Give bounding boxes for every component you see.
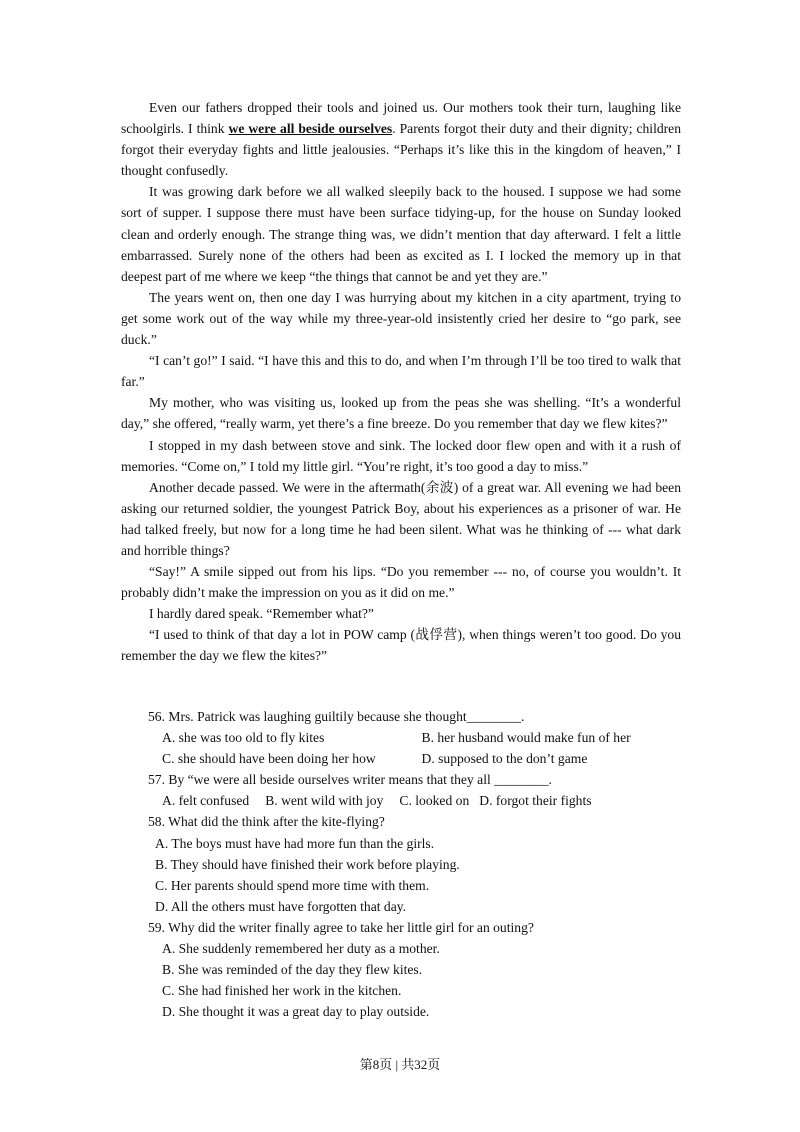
question-56-option-d: D. supposed to the don’t game bbox=[421, 751, 588, 767]
question-56-options-row-2 bbox=[121, 748, 681, 769]
question-59-option-d: D. She thought it was a great day to play outside. bbox=[162, 1004, 430, 1020]
paragraph-1-text-b: . Parents forgot their duty and their dignity; children forgot their everyday fights and little jealousies. “Perhaps it’s like this in the kingdom of heaven,” I thought confusedly. bbox=[121, 121, 682, 179]
paragraph-8: “Say!” A smile sipped out from his lips. “Do you remember --- no, of course you wouldn’t. It probably didn’t make the impression on you as it did on me.” bbox=[121, 564, 681, 601]
question-58-stem: 58. What did the think after the kite-flying? bbox=[148, 814, 385, 830]
question-56-option-a: A. she was too old to fly kites bbox=[162, 730, 325, 746]
paragraph-1 bbox=[121, 97, 681, 181]
paragraph-7: Another decade passed. We were in the aftermath(余波) of a great war. All evening we had been asking our returned soldier, the youngest Patrick Boy, about his experiences as a prisoner of war. He had talked freely, but now for a long time he had been silent. What was he thinking of --- what dark and horrible things? bbox=[121, 479, 681, 558]
question-list bbox=[121, 706, 681, 1022]
paragraph-5: My mother, who was visiting us, looked up from the peas she was shelling. “It’s a wonderful day,” she offered, “really warm, yet there’s a fine breeze. Do you remember that day we flew kites?” bbox=[121, 395, 681, 432]
paragraph-10: “I used to think of that day a lot in POW camp (战俘营), when things weren’t too good. Do you remember the day we flew the kites?” bbox=[121, 627, 681, 664]
underlined-phrase: we were all beside ourselves bbox=[228, 121, 393, 137]
question-58-option-b: B. They should have finished their work before playing. bbox=[155, 856, 460, 872]
question-57-option-b: B. went wild with joy bbox=[265, 793, 384, 809]
paragraph-4: “I can’t go!” I said. “I have this and this to do, and when I’m through I’ll be too tired to walk that far.” bbox=[121, 353, 681, 390]
reading-passage bbox=[121, 97, 681, 667]
question-57-option-c: C. looked on bbox=[399, 793, 470, 809]
paragraph-9: I hardly dared speak. “Remember what?” bbox=[149, 606, 374, 622]
paragraph-6: I stopped in my dash between stove and sink. The locked door flew open and with it a rush of memories. “Come on,” I told my little girl. “You’re right, it’s too good a day to miss.” bbox=[121, 437, 681, 474]
question-56-option-c: C. she should have been doing her how bbox=[162, 751, 376, 767]
paragraph-1-text-a: Even our fathers dropped their tools and joined us. Our mothers took their turn, laughing like schoolgirls. I think bbox=[121, 100, 681, 137]
paragraph-3: The years went on, then one day I was hurrying about my kitchen in a city apartment, trying to get some work out of the way while my three-year-old insistently cried her desire to “go park, see duck.” bbox=[121, 289, 681, 348]
question-59-option-a: A. She suddenly remembered her duty as a mother. bbox=[162, 941, 440, 957]
question-59-stem: 59. Why did the writer finally agree to take her little girl for an outing? bbox=[148, 919, 534, 935]
question-57-option-d: D. forgot their fights bbox=[479, 793, 592, 809]
question-58-option-c: C. Her parents should spend more time with them. bbox=[155, 877, 430, 893]
paragraph-2: It was growing dark before we all walked sleepily back to the housed. I suppose we had some sort of supper. I suppose there must have been surface tidying-up, for the house on Sunday looked clean and orderly enough. The strange thing was, we didn’t mention that day afterward. I felt a little embarrassed. Surely none of the others had been as excited as I. I locked the memory up in that deepest part of me where we keep “the things that cannot be and yet they are.” bbox=[121, 184, 681, 284]
question-56-options-row-1 bbox=[121, 727, 681, 748]
question-57-options-row bbox=[121, 790, 681, 811]
question-57-option-a: A. felt confused bbox=[162, 793, 250, 809]
question-59-option-c: C. She had finished her work in the kitchen. bbox=[162, 983, 402, 999]
question-58-option-a: A. The boys must have had more fun than the girls. bbox=[155, 835, 435, 851]
question-58-option-d: D. All the others must have forgotten that day. bbox=[155, 898, 407, 914]
page-number-footer: 第8页 | 共32页 bbox=[359, 1057, 441, 1072]
question-56-stem: 56. Mrs. Patrick was laughing guiltily because she thought________. bbox=[148, 709, 525, 724]
question-59-option-b: B. She was reminded of the day they flew kites. bbox=[162, 962, 423, 978]
question-57-stem: 57. By “we were all beside ourselves writer means that they all ________. bbox=[148, 772, 552, 788]
question-56-option-b: B. her husband would make fun of her bbox=[421, 730, 631, 746]
